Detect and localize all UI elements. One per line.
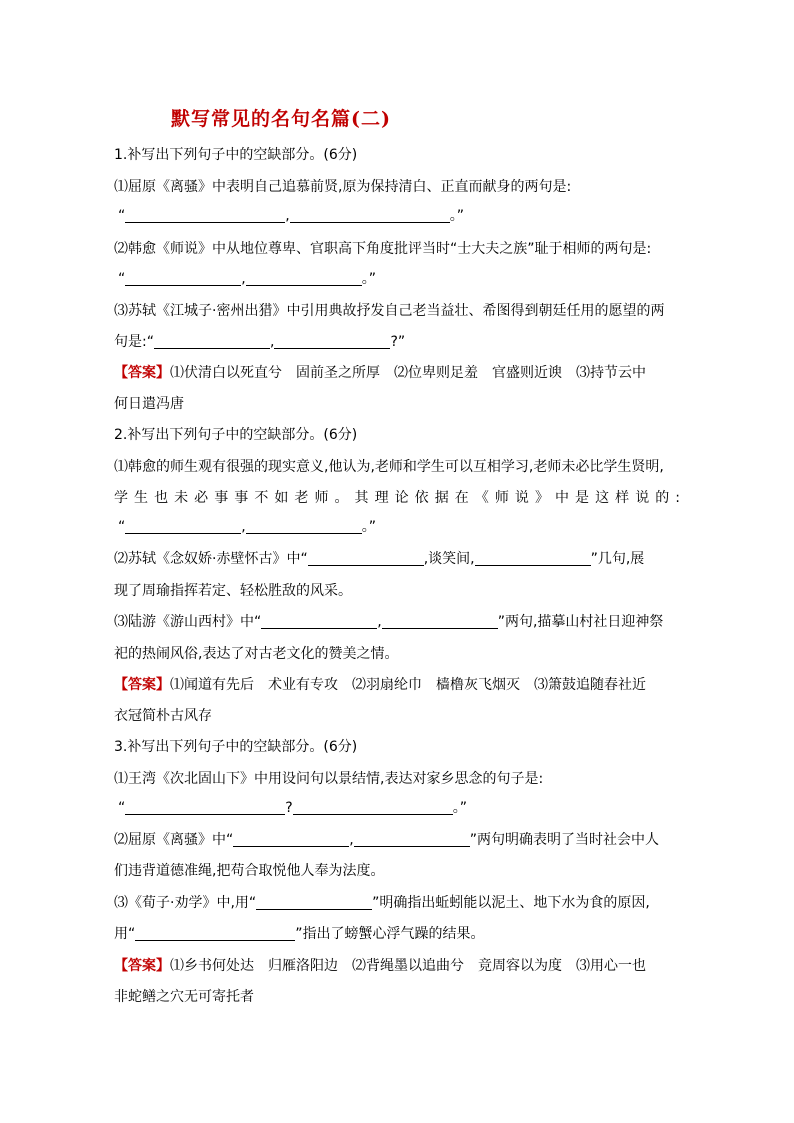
answer-blank[interactable] [308, 551, 424, 566]
q3-s3-prompt [114, 894, 650, 912]
prefix: ⑵屈原《离骚》中“ [114, 832, 234, 848]
q2-heading: 2.补写出下列句子中的空缺部分。(6分) [114, 427, 358, 443]
quote-close: ?” [390, 334, 406, 350]
answer-blank[interactable] [382, 614, 498, 629]
q3-s2-prompt-cont: 们违背道德准绳,把苟合取悦他人奉为法度。 [114, 863, 385, 879]
q2-s3-prompt-cont: 祀的热闹风俗,表达了对古老文化的赞美之情。 [114, 646, 399, 662]
q2-s2-prompt [114, 550, 644, 568]
answer-label: 【答案】 [114, 677, 170, 693]
suffix: ”指出了螃蟹心浮气躁的结果。 [295, 926, 485, 942]
answer-blank[interactable] [354, 832, 470, 847]
quote-close: 。” [449, 208, 464, 224]
q1-heading: 1.补写出下列句子中的空缺部分。(6分) [114, 147, 358, 163]
quote-close: 。” [361, 271, 376, 287]
answer-blank[interactable] [125, 519, 241, 534]
q2-s1-prompt: ⑴韩愈的师生观有很强的现实意义,他认为,老师和学生可以互相学习,老师未必比学生贤明, [114, 459, 664, 475]
q1-s3-prompt: ⑶苏轼《江城子·密州出猎》中引用典故抒发自己老当益壮、希图得到朝廷任用的愿望的两 [114, 303, 665, 319]
answer-blank[interactable] [261, 614, 377, 629]
q3-s1-blanks [118, 799, 467, 817]
answer-blank[interactable] [246, 519, 362, 534]
answer-blank[interactable] [125, 271, 241, 286]
suffix: ”两句,描摹山村社日迎神祭 [497, 614, 664, 630]
prefix: 用“ [114, 926, 136, 942]
q2-answer [114, 676, 646, 694]
answer-blank[interactable] [274, 334, 390, 349]
separator: , [241, 519, 246, 535]
answer-blank[interactable] [246, 271, 362, 286]
q3-s2-prompt [114, 831, 659, 849]
prefix: ⑶《荀子·劝学》中,用“ [114, 895, 257, 911]
answer-blank[interactable] [475, 551, 591, 566]
q3-s1-prompt: ⑴王湾《次北固山下》中用设问句以景结情,表达对家乡思念的句子是: [114, 771, 544, 787]
answer-blank[interactable] [135, 926, 295, 941]
separator: ? [285, 800, 293, 816]
quote-close: 。” [361, 519, 376, 535]
answer-blank[interactable] [293, 800, 453, 815]
q3-heading: 3.补写出下列句子中的空缺部分。(6分) [114, 739, 358, 755]
q1-s3-blanks [114, 333, 405, 351]
quote-close: 。” [452, 800, 467, 816]
q3-answer [114, 957, 646, 975]
separator: , [377, 614, 382, 630]
separator: , [269, 334, 275, 350]
q3-answer-cont: 非蛇鳝之穴无可寄托者 [114, 989, 254, 1005]
answer-text: ⑴伏清白以死直兮 固前圣之所厚 ⑵位卑则足羞 官盛则近谀 ⑶持节云中 [170, 365, 646, 381]
q1-answer [114, 364, 646, 382]
quote-open: “ [118, 208, 126, 224]
q1-s2-blanks [118, 270, 376, 288]
q1-s2-prompt: ⑵韩愈《师说》中从地位尊卑、官职高下角度批评当时“士大夫之族”耻于相师的两句是: [114, 241, 652, 257]
prefix: ⑵苏轼《念奴娇·赤壁怀古》中“ [114, 551, 308, 567]
q3-s3-prompt-cont [114, 925, 485, 943]
answer-blank[interactable] [290, 208, 450, 223]
answer-blank[interactable] [125, 208, 285, 223]
answer-label: 【答案】 [114, 958, 170, 974]
q2-answer-cont: 衣冠简朴古风存 [114, 708, 212, 724]
q2-s1-prompt-cont: 学生也未必事事不如老师。其理论依据在《师说》中是这样说的: [114, 490, 680, 506]
suffix: ”明确指出蚯蚓能以泥土、地下水为食的原因, [372, 895, 650, 911]
page-title: 默写常见的名句名篇(二) [171, 108, 391, 130]
prefix: ⑶陆游《游山西村》中“ [114, 614, 262, 630]
q2-s3-prompt [114, 613, 663, 631]
suffix: ”两句明确表明了当时社会中人 [469, 832, 659, 848]
answer-blank[interactable] [125, 800, 285, 815]
separator: , [241, 271, 246, 287]
prefix: 句是:“ [114, 334, 154, 350]
middle-text: ,谈笑间, [423, 551, 475, 567]
q1-answer-cont: 何日遣冯唐 [114, 396, 184, 412]
quote-open: “ [118, 519, 126, 535]
q1-s1-blanks [118, 207, 464, 225]
answer-blank[interactable] [154, 334, 270, 349]
suffix: ”几句,展 [590, 551, 645, 567]
q1-s1-prompt: ⑴屈原《离骚》中表明自己追慕前贤,原为保持清白、正直而献身的两句是: [114, 179, 572, 195]
answer-text: ⑴闻道有先后 术业有专攻 ⑵羽扇纶巾 樯橹灰飞烟灭 ⑶箫鼓追随春社近 [170, 677, 646, 693]
separator: , [285, 208, 290, 224]
quote-open: “ [118, 271, 126, 287]
answer-blank[interactable] [256, 895, 372, 910]
q2-s1-blanks [118, 518, 376, 536]
answer-blank[interactable] [233, 832, 349, 847]
quote-open: “ [118, 800, 126, 816]
separator: , [349, 832, 354, 848]
answer-label: 【答案】 [114, 365, 170, 381]
answer-text: ⑴乡书何处达 归雁洛阳边 ⑵背绳墨以追曲兮 竞周容以为度 ⑶用心一也 [170, 958, 646, 974]
q2-s2-prompt-cont: 现了周瑜指挥若定、轻松胜敌的风采。 [114, 583, 352, 599]
